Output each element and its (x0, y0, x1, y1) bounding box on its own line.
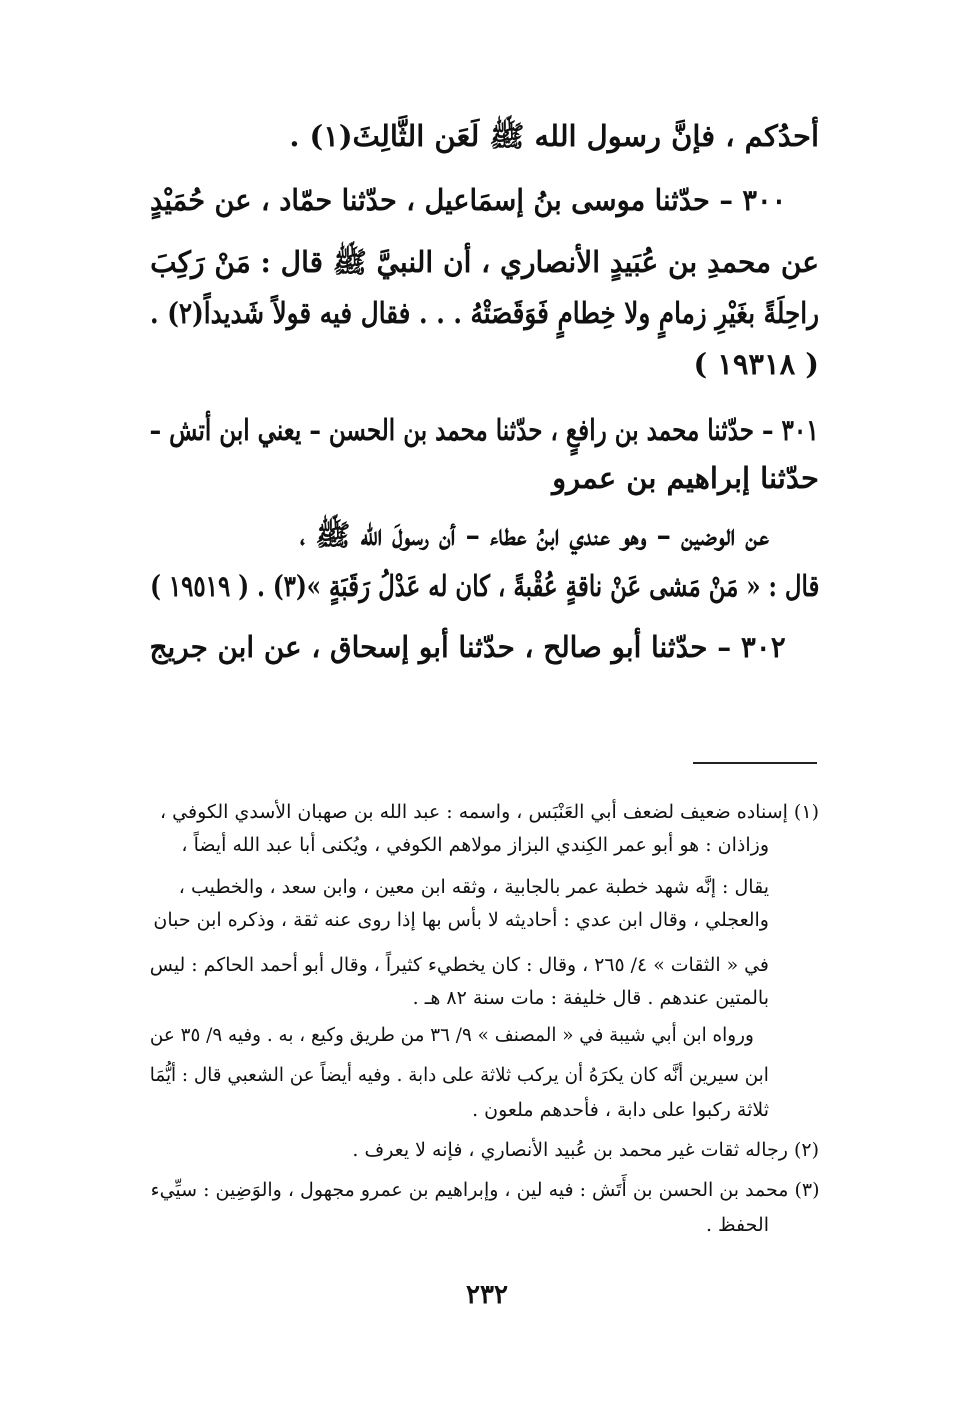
footnote-line: والعجلي ، وقال ابن عدي : أحاديثه لا بأس بها إذا روى عنه ثقة ، وذكره ابن حبان (153, 909, 769, 931)
footnote-line: (٣) محمد بن الحسن بن أَتَش : فيه لين ، وإبراهيم بن عمرو مجهول ، والوَضِين : سيِّيء (150, 1179, 819, 1201)
main-text-line: قال : « مَنْ مَشى عَنْ ناقةٍ عُقْبةً ، كان له عَدْلُ رَقَبَةٍ »(٣) . ( ١٩٥١٩ ) (149, 569, 819, 603)
main-text-line: ٣٠٢ – حدّثنا أبو صالح ، حدّثنا أبو إسحاق ، عن ابن جريج (149, 630, 786, 664)
main-text-line: حدّثنا إبراهيم بن عمرو (552, 461, 819, 495)
hadith-reference-number: ( ١٩٣١٨ ) (693, 347, 819, 381)
footnote-line: ورواه ابن أبي شيبة في « المصنف » ٩/ ٣٦ من طريق وكيع ، به . وفيه ٩/ ٣٥ عن (150, 1024, 754, 1046)
main-text-line: ٣٠١ – حدّثنا محمد بن رافعٍ ، حدّثنا محمد بن الحسن – يعني ابن أتش – (149, 413, 819, 447)
main-text-line: أحدُكم ، فإنَّ رسول الله ﷺ لَعَن الثَّالِثَ(١) . (289, 119, 819, 153)
footnote-line: بالمتين عندهم . قال خليفة : مات سنة ٨٢ هـ . (412, 987, 769, 1009)
footnote-line: ثلاثة ركبوا على دابة ، فأحدهم ملعون . (472, 1099, 769, 1121)
footnote-line: الحفظ . (705, 1214, 769, 1236)
footnote-line: يقال : إنَّه شهد خطبة عمر بالجابية ، وثقه ابن معين ، وابن سعد ، والخطيب ، (178, 876, 769, 898)
footnote-separator (693, 762, 817, 764)
page-number: ٢٣٢ (466, 1280, 508, 1310)
footnote-line: في « الثقات » ٤/ ٢٦٥ ، وقال : كان يخطيء كثيراً ، وقال أبو أحمد الحاكم : ليس (149, 954, 769, 976)
footnote-line: (١) إسناده ضعيف لضعف أبي العَنْبَس ، واسمه : عبد الله بن صهبان الأسدي الكوفي ، (159, 801, 819, 823)
main-text-line: عن الوضين – وهو عندي ابنُ عطاء – أن رسولَ الله ﷺ ، (299, 518, 769, 552)
main-text-line: راحِلَةً بغَيْرِ زمامٍ ولا خِطامٍ فَوَقَصَتْهُ . . . فقال فيه قولاً شَديداً(٢) . (150, 296, 819, 330)
main-text-line: عن محمدِ بن عُبَيدٍ الأنصاري ، أن النبيَّ ﷺ قال : مَنْ رَكِبَ (150, 245, 819, 279)
main-text-line: ٣٠٠ – حدّثنا موسى بنُ إسمَاعيل ، حدّثنا حمّاد ، عن حُمَيْدٍ (149, 183, 786, 217)
footnote-line: وزاذان : هو أبو عمر الكِندي البزاز مولاهم الكوفي ، ويُكنى أبا عبد الله أيضاً ، (181, 834, 769, 856)
footnote-line: ابن سيرين أنَّه كان يكرَهُ أن يركب ثلاثة على دابة . وفيه أيضاً عن الشعبي قال : أيُّمَا (149, 1064, 769, 1086)
footnote-line: (٢) رجاله ثقات غير محمد بن عُبيد الأنصاري ، فإنه لا يعرف . (352, 1139, 819, 1161)
